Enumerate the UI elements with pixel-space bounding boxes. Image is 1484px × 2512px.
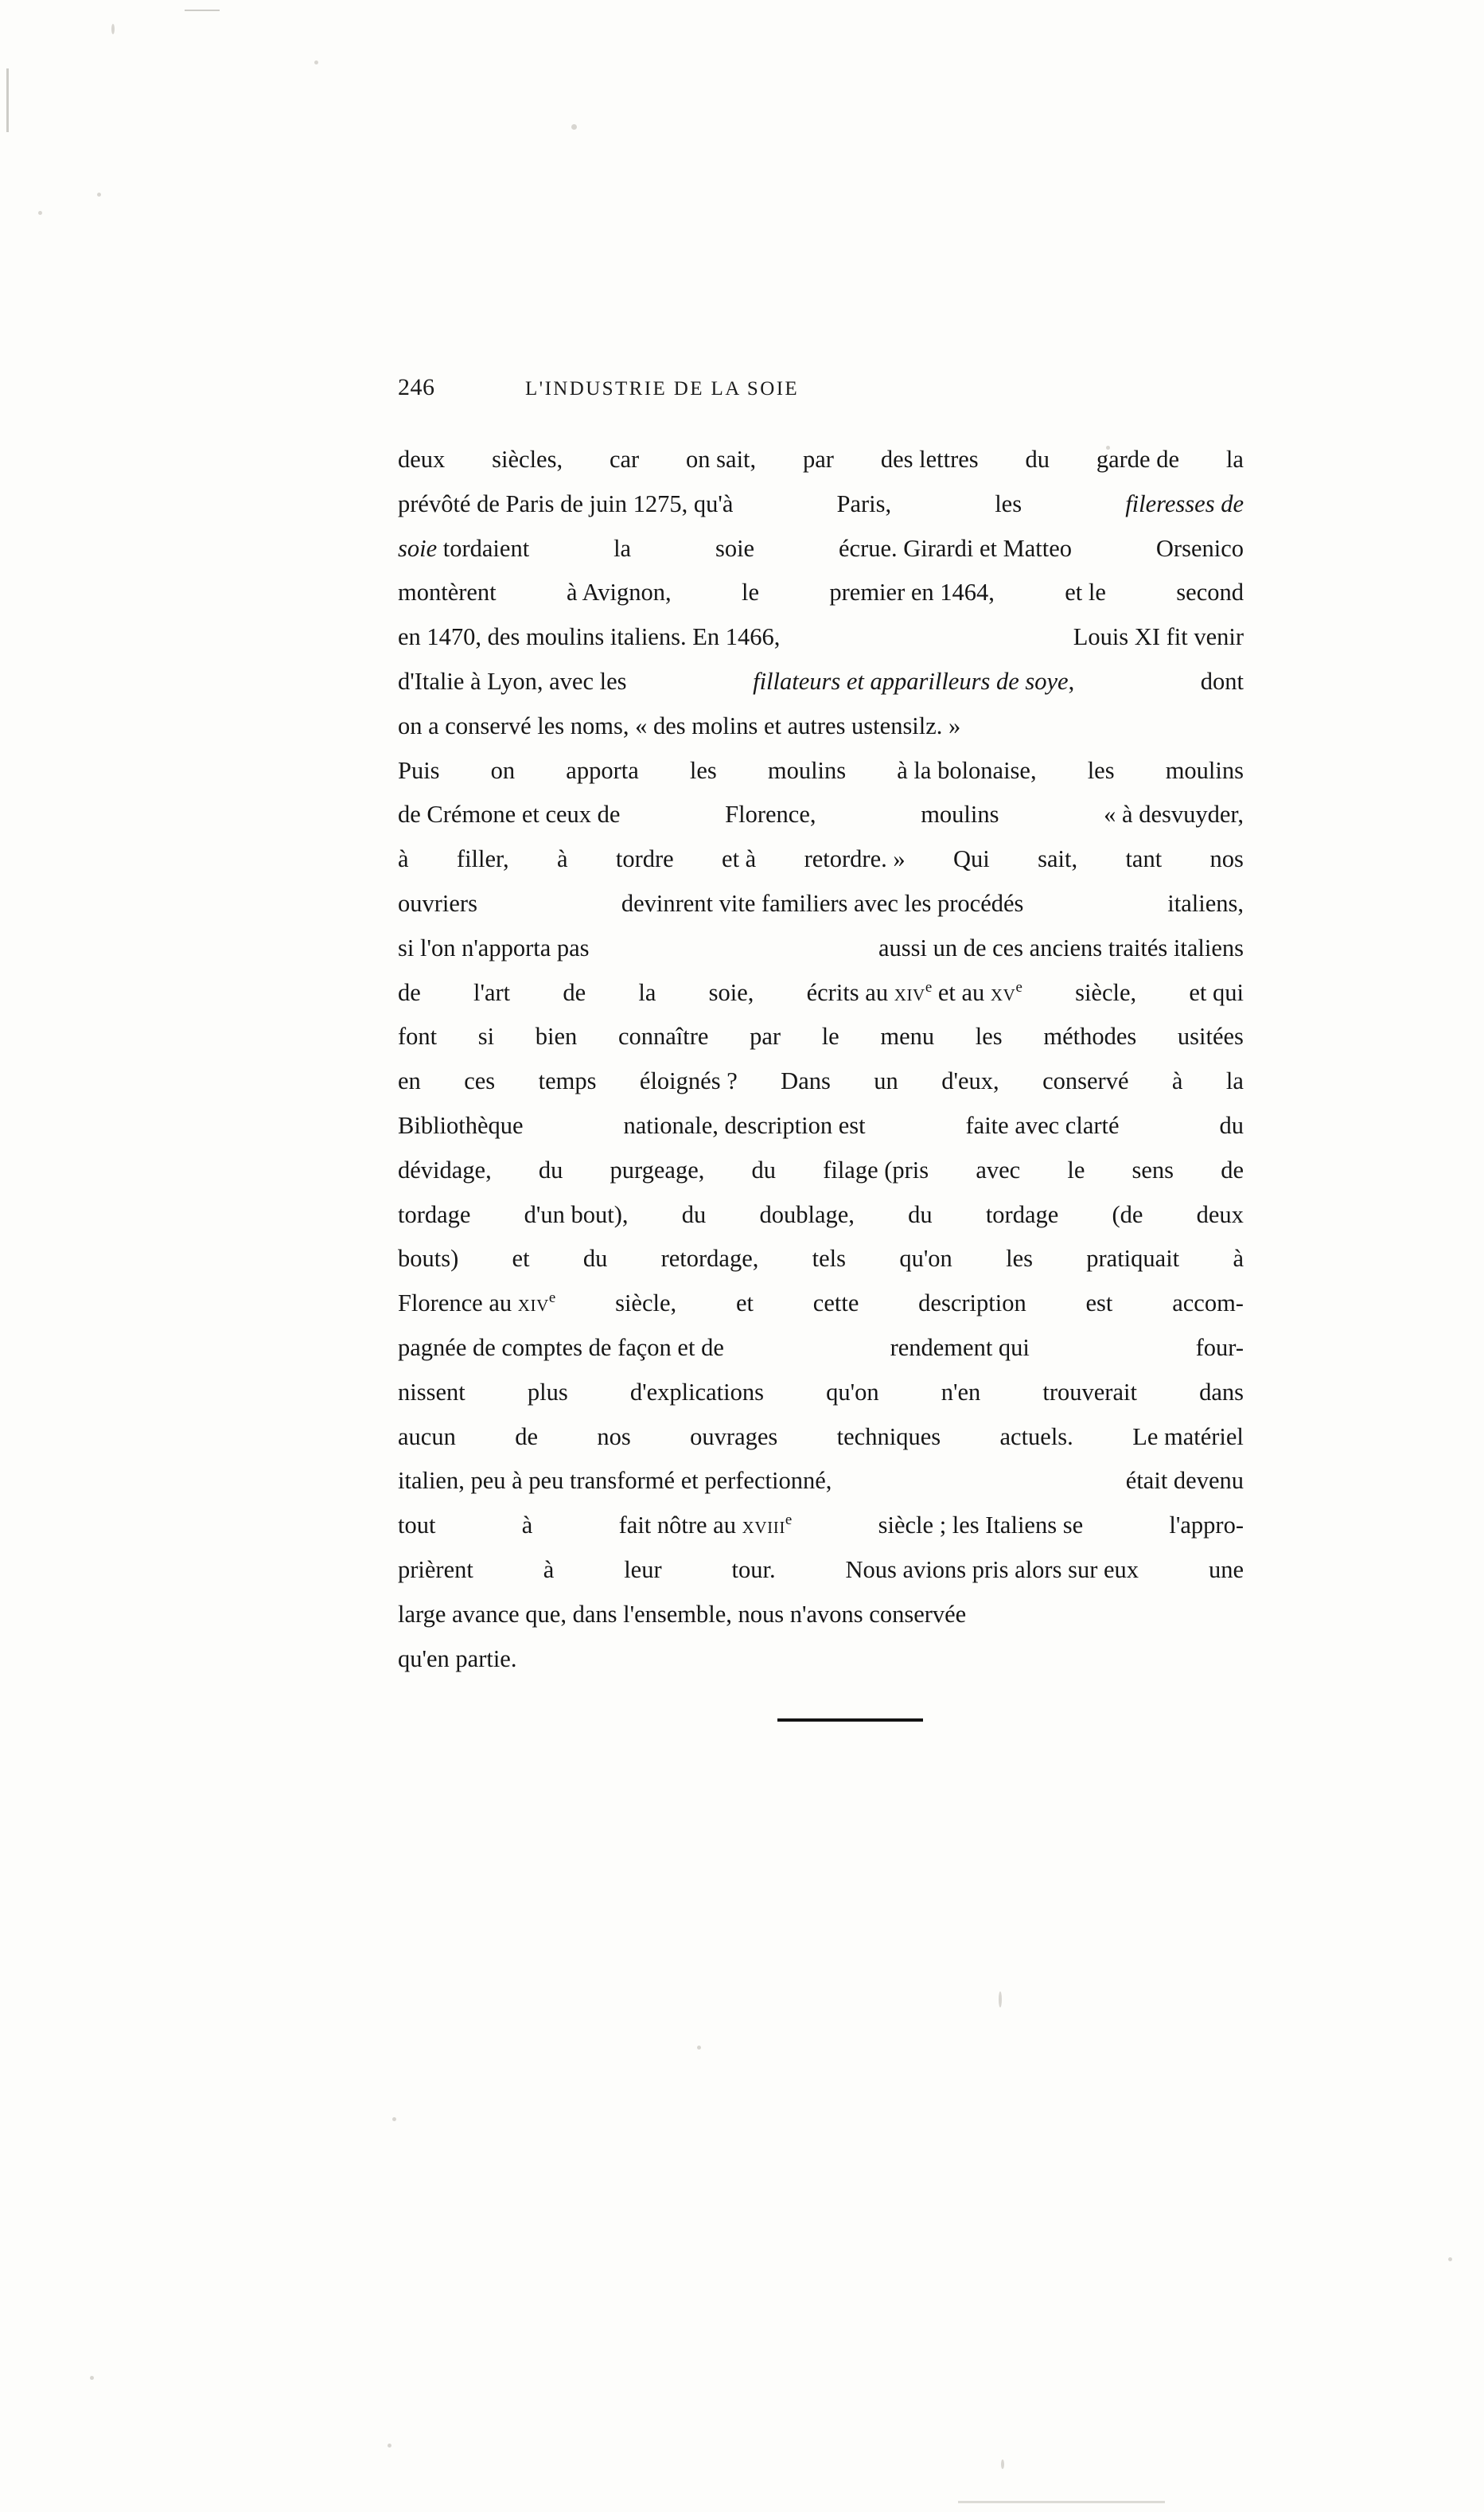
paragraph-text [398,438,1244,1681]
section-divider-rule [777,1718,923,1722]
text-line: Florence au xiv$^e$ siècle, et cette description est accom- [398,1289,1244,1317]
text-line: en 1470, des moulins italiens. En 1466, Louis XI fit venir [398,623,1244,651]
scan-speck [38,211,42,215]
text-line: bouts) et du retordage, tels qu'on les pratiquait à [398,1245,1244,1273]
text-line: ouvriers devinrent vite familiers avec les procédés italiens, [398,889,1244,917]
text-line: large avance que, dans l'ensemble, nous n'avons conservée [398,1600,967,1628]
text-line: montèrent à Avignon, le premier en 1464, et le second [398,579,1244,607]
text-line: si l'on n'apporta pas aussi un de ces anciens traités italiens [398,934,1244,962]
text-line: qu'en partie. [398,1644,517,1672]
text-line: italien, peu à peu transformé et perfectionné, était devenu [398,1467,1244,1495]
text-line: pagnée de comptes de façon et de rendement qui four- [398,1333,1244,1361]
text-line: prévôté de Paris de juin 1275, qu'à Paris, les fileresses de [398,490,1244,517]
text-line: d'Italie à Lyon, avec les fillateurs et apparilleurs de soye, dont [398,667,1244,695]
scan-speck [999,1991,1002,2007]
scan-speck [97,193,101,197]
text-line: soie tordaient la soie écrue. Girardi et Matteo Orsenico [398,534,1244,562]
scan-speck [111,24,115,34]
text-line: Puis on apporta les moulins à la bolonaise, les moulins [398,756,1244,784]
text-line: tordage d'un bout), du doublage, du tordage (de deux [398,1200,1244,1228]
text-line: deux siècles, car on sait, par des lettres du garde de la [398,446,1244,473]
scan-speck [697,2046,701,2050]
text-line: nissent plus d'explications qu'on n'en trouverait dans [398,1378,1244,1406]
scan-speck [1001,2459,1004,2469]
text-line: de l'art de la soie, écrits au xiv$^e$ et au $xv^e$ siècle, et qui [398,978,1244,1006]
body-text [398,438,1244,1681]
text-line: en ces temps éloignés ? Dans un d'eux, conservé à la [398,1067,1244,1095]
text-line: on a conservé les noms, « des molins et autres ustensilz. » [398,712,961,739]
text-line: aucun de nos ouvrages techniques actuels. Le matériel [398,1422,1244,1450]
text-line: font si bien connaître par le menu les méthodes usitées [398,1023,1244,1051]
scan-speck [90,2376,94,2380]
running-title: L'INDUSTRIE DE LA SOIE [525,378,800,400]
scan-artifact [6,68,9,132]
page-number: 246 [398,374,435,400]
scan-speck [1448,2257,1452,2261]
text-line: de Crémone et ceux de Florence, moulins « à desvuyder, [398,801,1244,829]
text-line: prièrent à leur tour. Nous avions pris alors sur eux une [398,1555,1244,1583]
page-header [398,374,1082,401]
scan-speck [571,124,577,130]
text-line: tout à fait nôtre au xviii$^e$ siècle ; les Italiens se l'appro- [398,1511,1244,1539]
scan-artifact [958,2501,1165,2503]
paragraph [398,438,1244,1681]
scan-speck [388,2444,391,2448]
text-line: à filler, à tordre et à retordre. » Qui sait, tant nos [398,845,1244,873]
scan-speck [314,60,318,64]
scan-artifact [185,10,220,11]
text-line: dévidage, du purgeage, du filage (pris avec le sens de [398,1156,1244,1184]
text-line: Bibliothèque nationale, description est faite avec clarté du [398,1111,1244,1139]
scan-speck [392,2117,396,2121]
